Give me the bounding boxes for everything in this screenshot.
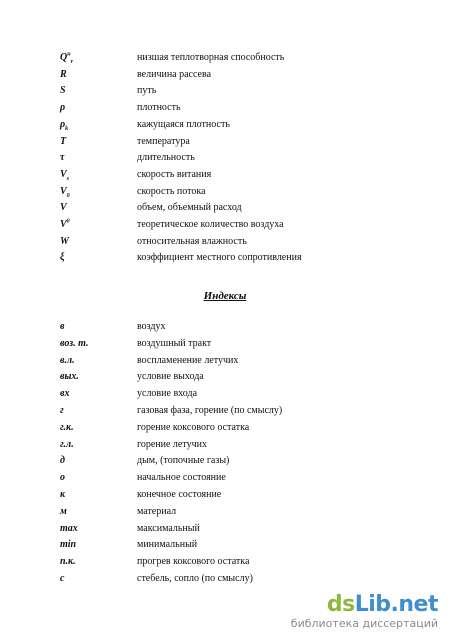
symbol-symbol-base: τ bbox=[60, 152, 65, 164]
index-symbol-base: к bbox=[60, 489, 66, 500]
index-row bbox=[0, 354, 450, 368]
symbol-row bbox=[0, 251, 450, 265]
symbol-symbol bbox=[60, 185, 70, 199]
index-row bbox=[0, 505, 450, 519]
indices-heading: Индексы bbox=[203, 290, 247, 302]
index-symbol bbox=[60, 337, 89, 351]
index-symbol-base: д bbox=[60, 455, 65, 467]
symbol-description: относительная влажность bbox=[137, 235, 247, 247]
index-description: воздух bbox=[137, 321, 166, 332]
index-symbol-base: г.к. bbox=[60, 421, 74, 433]
symbol-symbol-superscript: 0 bbox=[66, 218, 70, 225]
symbol-symbol bbox=[60, 168, 69, 182]
index-description: стебель, сопло (по смыслу) bbox=[137, 573, 253, 584]
symbol-row bbox=[0, 168, 450, 182]
dslib-watermark[interactable] bbox=[291, 593, 438, 630]
symbol-symbol-subscript: s bbox=[66, 175, 70, 182]
symbol-symbol-base: V bbox=[60, 202, 67, 214]
symbol-symbol-base: ρ bbox=[60, 118, 66, 130]
symbol-symbol bbox=[60, 251, 65, 265]
logo-part-lib: Lib.net bbox=[354, 592, 438, 617]
symbol-row bbox=[0, 135, 450, 149]
symbol-row bbox=[0, 218, 450, 232]
index-symbol bbox=[60, 404, 64, 418]
symbol-symbol bbox=[60, 51, 73, 65]
symbol-description: теоретическое количество воздуха bbox=[137, 219, 284, 230]
index-row bbox=[0, 555, 450, 569]
symbol-description: путь bbox=[137, 85, 157, 97]
index-symbol bbox=[60, 538, 76, 552]
index-symbol-base: с bbox=[60, 573, 65, 584]
index-description: материал bbox=[137, 505, 177, 517]
index-row bbox=[0, 387, 450, 401]
symbol-symbol bbox=[60, 101, 65, 115]
index-symbol bbox=[60, 370, 79, 384]
symbol-symbol-subscript: k bbox=[65, 125, 69, 132]
index-row bbox=[0, 421, 450, 435]
index-symbol bbox=[60, 572, 64, 586]
index-description: воздушный тракт bbox=[137, 337, 212, 349]
index-description: условие выхода bbox=[137, 371, 204, 383]
index-description: минимальный bbox=[137, 539, 198, 551]
symbol-description: температура bbox=[137, 135, 190, 147]
index-symbol bbox=[60, 387, 69, 401]
index-row bbox=[0, 572, 450, 586]
index-symbol-base: max bbox=[60, 522, 78, 534]
symbol-description: скорость витания bbox=[137, 168, 212, 180]
symbol-symbol-base: T bbox=[60, 135, 67, 147]
index-row bbox=[0, 488, 450, 502]
index-row bbox=[0, 404, 450, 418]
index-symbol bbox=[60, 421, 74, 435]
symbol-row bbox=[0, 201, 450, 215]
symbol-symbol bbox=[60, 201, 67, 215]
symbol-symbol bbox=[60, 68, 67, 82]
index-description: горение коксового остатка bbox=[137, 421, 250, 433]
index-description: горение летучих bbox=[137, 438, 207, 450]
index-symbol-base: в.л. bbox=[60, 354, 75, 366]
index-symbol-base: г.л. bbox=[60, 438, 74, 450]
symbol-symbol bbox=[60, 218, 70, 232]
symbol-symbol-subscript: 0 bbox=[66, 192, 70, 199]
index-row bbox=[0, 538, 450, 552]
symbol-row bbox=[0, 235, 450, 249]
symbol-symbol-base: ρ bbox=[60, 102, 66, 114]
dslib-subtitle: библиотека диссертаций bbox=[290, 617, 438, 630]
symbol-symbol-base: S bbox=[60, 85, 66, 97]
symbol-symbol-base: W bbox=[60, 235, 69, 247]
index-description: прогрев коксового остатка bbox=[137, 556, 250, 568]
symbol-symbol-base: R bbox=[60, 68, 67, 80]
index-symbol bbox=[60, 488, 65, 502]
symbol-symbol-base: V bbox=[60, 185, 67, 197]
symbol-symbol bbox=[60, 235, 69, 249]
index-row bbox=[0, 522, 450, 536]
symbol-symbol-subscript: r bbox=[70, 59, 73, 65]
symbol-description: плотность bbox=[137, 102, 181, 114]
index-row bbox=[0, 337, 450, 351]
symbol-description: коэффициент местного сопротивления bbox=[137, 252, 302, 264]
index-description: начальное состояние bbox=[137, 472, 226, 484]
symbol-row bbox=[0, 101, 450, 115]
index-symbol bbox=[60, 505, 67, 519]
symbol-symbol bbox=[60, 135, 66, 149]
index-row bbox=[0, 471, 450, 485]
symbol-description: кажущаяся плотность bbox=[137, 118, 230, 130]
logo-part-ds: ds bbox=[326, 592, 355, 617]
symbol-row bbox=[0, 51, 450, 65]
index-description: воспламенение летучих bbox=[137, 354, 239, 366]
index-symbol-base: п.к. bbox=[60, 556, 76, 568]
index-symbol-base: min bbox=[60, 539, 77, 551]
index-description: дым, (топочные газы) bbox=[137, 455, 230, 467]
symbol-symbol-superscript: н bbox=[67, 51, 71, 58]
index-description: максимальный bbox=[137, 522, 200, 534]
symbol-row bbox=[0, 151, 450, 165]
index-symbol-base: в bbox=[60, 321, 65, 332]
symbol-row bbox=[0, 68, 450, 82]
symbol-symbol bbox=[60, 84, 66, 98]
index-row bbox=[0, 438, 450, 452]
index-description: газовая фаза, горение (по смыслу) bbox=[137, 405, 283, 416]
symbol-description: низшая теплотворная способность bbox=[137, 52, 285, 63]
symbol-row bbox=[0, 185, 450, 199]
dslib-logo bbox=[291, 593, 438, 617]
index-symbol-base: г bbox=[60, 405, 64, 416]
symbol-symbol-base: V bbox=[60, 168, 67, 180]
index-description: конечное состояние bbox=[137, 489, 222, 500]
index-symbol bbox=[60, 320, 64, 334]
symbol-description: величина рассева bbox=[137, 68, 212, 80]
index-symbol-base: вх bbox=[60, 388, 70, 400]
index-row bbox=[0, 454, 450, 468]
index-symbol bbox=[60, 471, 65, 485]
index-row bbox=[0, 320, 450, 334]
index-symbol bbox=[60, 454, 65, 468]
symbol-symbol-base: ξ bbox=[60, 252, 65, 264]
index-symbol-base: воз. т. bbox=[60, 337, 89, 349]
index-symbol bbox=[60, 555, 76, 569]
index-symbol-base: м bbox=[60, 505, 67, 517]
index-symbol bbox=[60, 354, 75, 368]
index-symbol bbox=[60, 438, 74, 452]
symbol-symbol-base: Q bbox=[60, 52, 68, 63]
index-symbol bbox=[60, 522, 78, 536]
symbol-row bbox=[0, 84, 450, 98]
symbol-description: скорость потока bbox=[137, 185, 206, 197]
index-symbol-base: о bbox=[60, 472, 65, 484]
index-description: условие входа bbox=[137, 388, 198, 400]
symbol-symbol-base: V bbox=[60, 219, 67, 230]
symbol-symbol bbox=[60, 151, 64, 165]
symbol-description: объем, объемный расход bbox=[137, 202, 242, 214]
symbol-description: длительность bbox=[137, 152, 195, 164]
index-symbol-base: вых. bbox=[60, 371, 79, 383]
symbol-symbol bbox=[60, 118, 68, 132]
index-row bbox=[0, 370, 450, 384]
symbol-row bbox=[0, 118, 450, 132]
